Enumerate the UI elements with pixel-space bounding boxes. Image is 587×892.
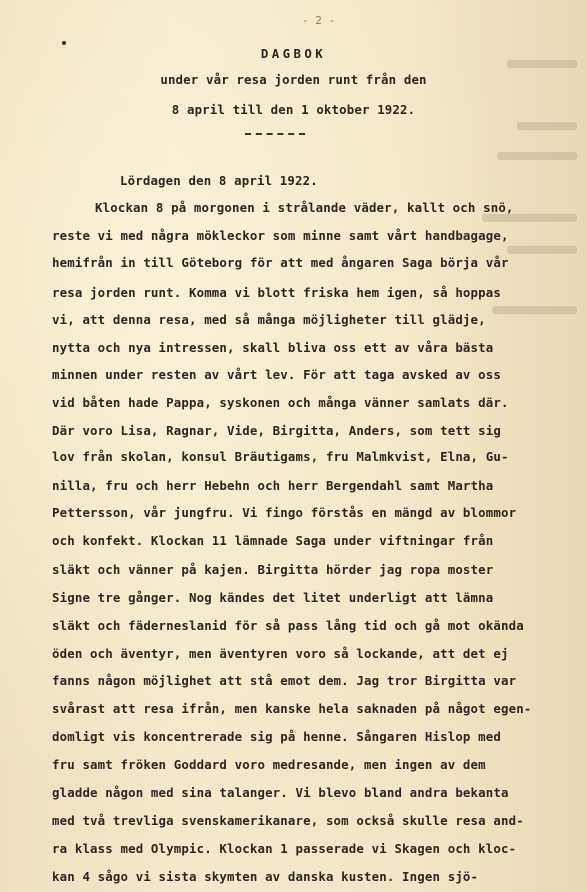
body-line: minnen under resten av vårt lev. För att taga avsked av oss [52, 367, 501, 382]
body-line: och konfekt. Klockan 11 lämnade Saga under viftningar från [52, 533, 494, 548]
body-line: fanns någon möjlighet att stå emot dem. Jag tror Birgitta var [52, 673, 517, 688]
body-line: öden och äventyr, men äventyren voro så lockande, att det ej [52, 646, 509, 661]
punch-dot [62, 41, 66, 45]
body-line: Pettersson, vår jungfru. Vi fingo förstås en mängd av blommor [52, 505, 517, 520]
subtitle-line-2: 8 april till den 1 oktober 1922. [171, 102, 416, 117]
body-line: nilla, fru och herr Hebehn och herr Bergendahl samt Martha [52, 478, 494, 493]
body-line: ra klass med Olympic. Klockan 1 passerade vi Skagen och kloc- [52, 841, 517, 856]
body-line: vid båten hade Pappa, syskonen och många vänner samlats där. [52, 395, 509, 410]
reverse-side-bleed-through [477, 0, 587, 892]
subtitle-line-1: under vår resa jorden runt från den [160, 72, 427, 87]
document-title: DAGBOK [260, 46, 327, 61]
body-line: fru samt fröken Goddard voro medresande, men ingen av dem [52, 757, 486, 772]
body-line: släkt och fäderneslanid för så pass lång tid och gå mot okända [52, 618, 524, 633]
body-line: vi, att denna resa, med så många möjligheter till glädje, [52, 312, 486, 327]
body-line: hemifrån in till Göteborg för att med ångaren Saga börja vår [52, 255, 509, 270]
body-line: släkt och vänner på kajen. Birgitta hörder jag ropa moster [52, 562, 494, 577]
body-line: Signe tre gånger. Nog kändes det litet underligt att lämna [52, 590, 494, 605]
page-number: - 2 - [302, 14, 336, 27]
body-line: kan 4 sågo vi sista skymten av danska kusten. Ingen sjö- [52, 869, 479, 884]
body-line: med två trevliga svenskamerikanare, som också skulle resa and- [52, 813, 524, 828]
body-line: domligt vis koncentrerade sig på henne. Sångaren Hislop med [52, 729, 501, 744]
body-line: nytta och nya intressen, skall bliva oss ett av våra bästa [52, 340, 494, 355]
body-line: Klockan 8 på morgonen i strålande väder, kallt och snö, [95, 200, 514, 215]
body-line: lov från skolan, konsul Bräutigams, fru Malmkvist, Elna, Gu- [52, 449, 509, 464]
body-line: svårast att resa ifrån, men kanske hela saknaden på något egen- [52, 701, 532, 716]
body-line: Där voro Lisa, Ragnar, Vide, Birgitta, Anders, som tett sig [52, 423, 501, 438]
title-dashed-rule [245, 133, 305, 135]
body-line: gladde någon med sina talanger. Vi blevo bland andra bekanta [52, 785, 509, 800]
entry-date: Lördagen den 8 april 1922. [120, 173, 318, 188]
body-line: resa jorden runt. Komma vi blott friska hem igen, så hoppas [52, 285, 501, 300]
body-line: reste vi med några mökleckor som minne samt vårt handbagage, [52, 228, 509, 243]
